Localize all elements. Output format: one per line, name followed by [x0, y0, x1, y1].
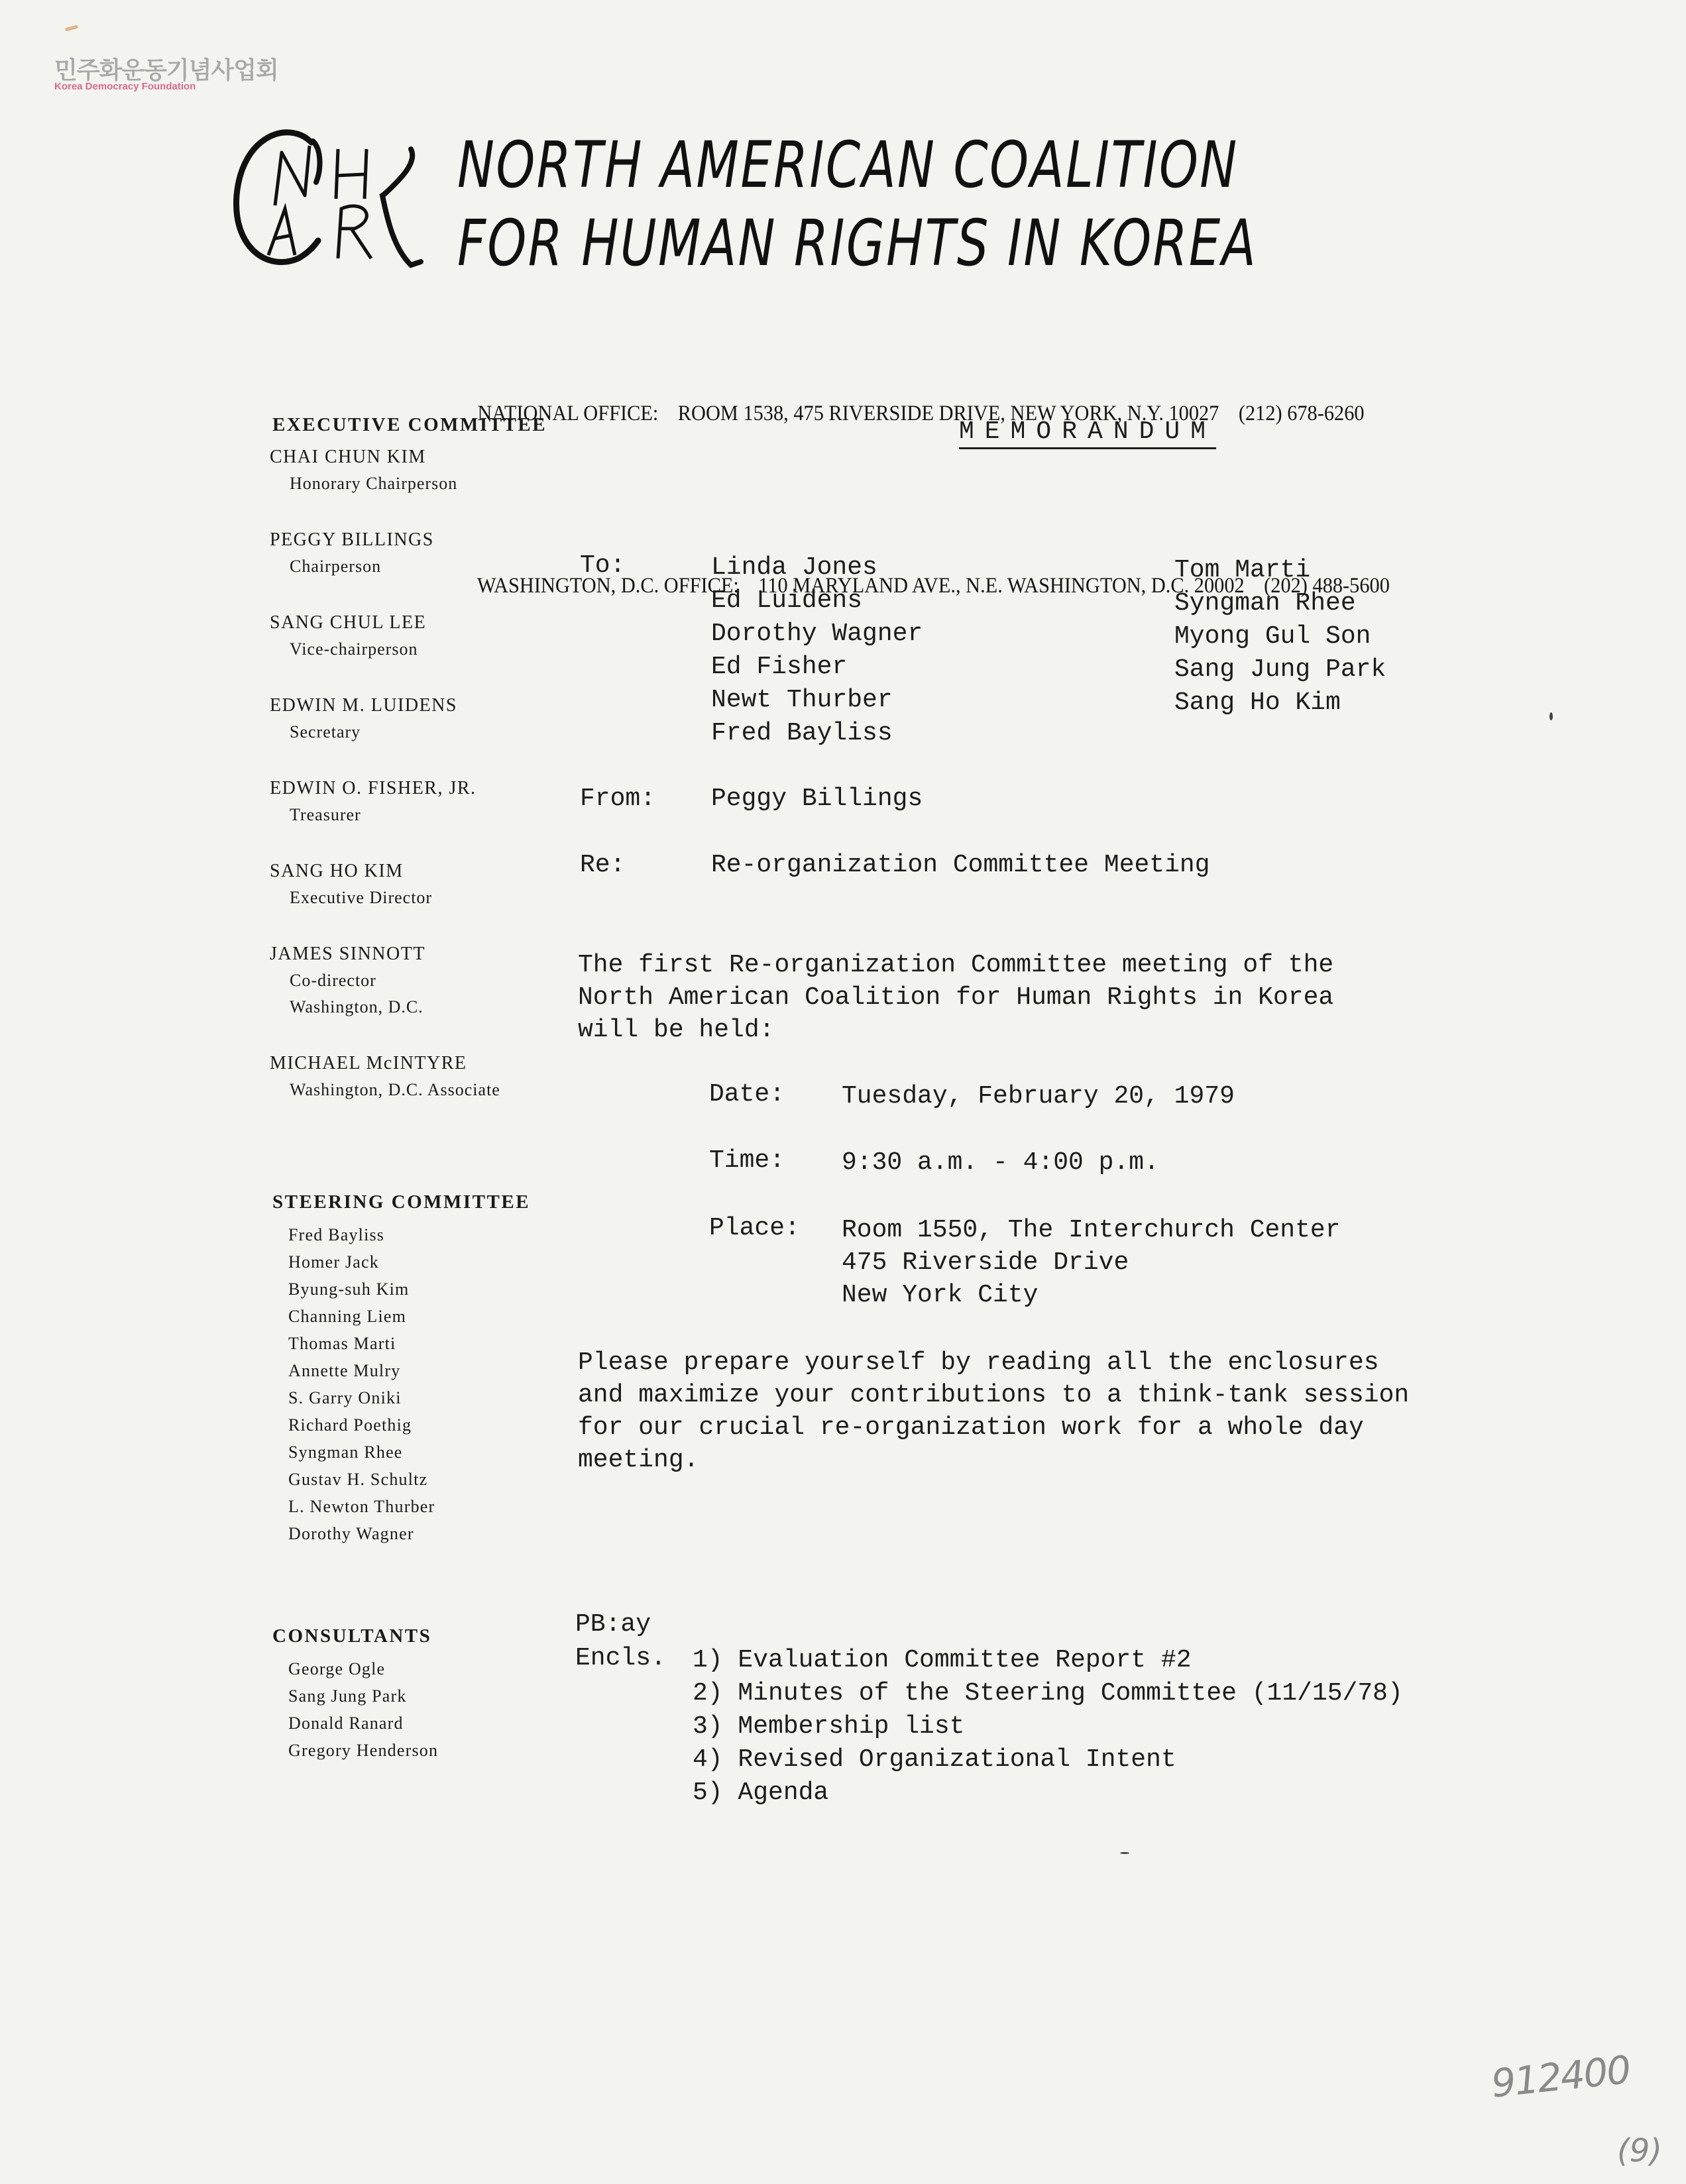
consultant-member: George Ogle [288, 1659, 386, 1678]
paper-speck [1549, 712, 1553, 720]
steering-member: Syngman Rhee [288, 1443, 403, 1462]
typist-initials: PB:ay [575, 1610, 651, 1639]
place-line: 475 Riverside Drive [842, 1248, 1129, 1277]
from-value: Peggy Billings [711, 785, 923, 813]
recipient: Syngman Rhee [1174, 589, 1356, 618]
recipient: Myong Gul Son [1174, 622, 1371, 651]
recipient: Newt Thurber [711, 686, 893, 714]
steering-member: Fred Bayliss [288, 1225, 385, 1244]
member-name: EDWIN O. FISHER, JR. [270, 778, 477, 798]
intro-paragraph [578, 949, 1333, 1046]
member-name: JAMES SINNOTT [270, 944, 425, 964]
title-line-1: NORTH AMERICAN COALITION [457, 128, 1239, 202]
enclosure-item: 5) Agenda [693, 1778, 829, 1807]
time-label: Time: [709, 1146, 785, 1175]
executive-member [268, 610, 560, 663]
from-label: From: [580, 785, 656, 813]
office-phone: (212) 678-6260 [1238, 402, 1365, 425]
nachrk-monogram-icon [229, 123, 427, 275]
place-value [842, 1214, 1341, 1311]
intro-line: The first Re-organization Committee meeting of the [578, 951, 1334, 979]
watermark-english: Korea Democracy Foundation [54, 81, 196, 92]
enclosure-item: 1) Evaluation Committee Report #2 [693, 1646, 1192, 1674]
steering-member: Byung-suh Kim [288, 1280, 410, 1299]
body-line: for our crucial re-organization work for a whole day [578, 1413, 1364, 1442]
executive-committee-list [268, 444, 560, 1103]
executive-member [268, 527, 560, 580]
office-address: 110 MARYLAND AVE., N.E. WASHINGTON, D.C. 20002 [758, 574, 1245, 598]
body-line: and maximize your contributions to a think-tank session [578, 1381, 1410, 1409]
time-value: 9:30 a.m. - 4:00 p.m. [842, 1148, 1159, 1177]
member-role: Washington, D.C. Associate [290, 1080, 500, 1099]
member-role: Secretary [290, 722, 361, 741]
recipients-column-1 [711, 551, 923, 750]
date-value: Tuesday, February 20, 1979 [842, 1082, 1235, 1111]
office-address: ROOM 1538, 475 RIVERSIDE DRIVE, NEW YORK, N.Y. 10027 [677, 402, 1219, 425]
member-role: Treasurer [290, 805, 361, 824]
sidebar-roster [268, 414, 560, 1764]
national-office-line [457, 362, 1409, 465]
steering-member: Gustav H. Schultz [288, 1470, 428, 1489]
paper-stain [65, 25, 79, 31]
title-line-2: FOR HUMAN RIGHTS IN KOREA [457, 206, 1258, 280]
steering-member: Thomas Marti [288, 1334, 396, 1353]
executive-member [268, 444, 560, 497]
body-paragraph [578, 1346, 1409, 1476]
recipient: Linda Jones [711, 553, 877, 582]
recipient: Sang Jung Park [1174, 655, 1386, 684]
executive-member [268, 692, 560, 745]
re-label: Re: [580, 851, 626, 879]
steering-member: Dorothy Wagner [288, 1524, 414, 1543]
organization-title [457, 126, 1257, 282]
handwritten-page-mark: (9) [1617, 2132, 1662, 2169]
member-role: Honorary Chairperson [290, 474, 458, 493]
enclosure-item: 2) Minutes of the Steering Committee (11/15/78) [693, 1679, 1403, 1708]
memo-title: MEMORANDUM [959, 417, 1217, 446]
member-role: Washington, D.C. [290, 997, 423, 1016]
member-name: EDWIN M. LUIDENS [270, 695, 457, 716]
enclosure-item: 4) Revised Organizational Intent [693, 1745, 1176, 1774]
member-role: Executive Director [290, 888, 433, 907]
steering-member: Richard Poethig [288, 1415, 412, 1435]
executive-committee-heading: EXECUTIVE COMMITTEE [272, 414, 547, 435]
body-line: Please prepare yourself by reading all the enclosures [578, 1348, 1379, 1377]
recipient: Sang Ho Kim [1174, 688, 1341, 717]
steering-committee-heading: STEERING COMMITTEE [272, 1191, 531, 1213]
member-role: Vice-chairperson [290, 639, 418, 659]
member-name: SANG CHUL LEE [270, 612, 427, 633]
steering-member: L. Newton Thurber [288, 1497, 435, 1516]
consultant-member: Gregory Henderson [288, 1741, 439, 1760]
member-name: PEGGY BILLINGS [270, 529, 434, 550]
consultants-list [288, 1655, 560, 1764]
enclosures-label: Encls. [575, 1644, 666, 1672]
member-name: SANG HO KIM [270, 861, 404, 881]
paper-speck [1120, 1852, 1129, 1854]
date-label: Date: [709, 1080, 785, 1109]
executive-member [268, 1050, 560, 1103]
office-phone: (202) 488-5600 [1264, 574, 1390, 598]
place-line: New York City [842, 1281, 1039, 1309]
office-label: NATIONAL OFFICE: [477, 402, 659, 425]
recipient: Ed Luidens [711, 586, 863, 615]
to-label: To: [580, 551, 626, 580]
enclosure-item: 3) Membership list [693, 1712, 965, 1741]
place-label: Place: [709, 1214, 800, 1242]
recipient: Ed Fisher [711, 653, 848, 681]
office-label: WASHINGTON, D.C. OFFICE: [477, 574, 739, 598]
steering-committee-list [288, 1221, 560, 1547]
consultant-member: Sang Jung Park [288, 1686, 407, 1706]
steering-member: S. Garry Oniki [288, 1388, 402, 1407]
subject-value: Re-organization Committee Meeting [711, 851, 1210, 879]
recipient: Tom Marti [1174, 556, 1311, 584]
recipient: Dorothy Wagner [711, 620, 923, 648]
steering-member: Channing Liem [288, 1307, 407, 1326]
enclosures-list [693, 1644, 1403, 1810]
member-name: CHAI CHUN KIM [270, 447, 426, 467]
place-line: Room 1550, The Interchurch Center [842, 1216, 1341, 1244]
consultant-member: Donald Ranard [288, 1714, 404, 1733]
watermark-korean: 민주화운동기념사업회 [54, 57, 278, 84]
consultants-heading: CONSULTANTS [272, 1625, 432, 1647]
member-name: MICHAEL McINTYRE [270, 1053, 467, 1073]
executive-member [268, 941, 560, 1020]
intro-line: will be held: [578, 1016, 775, 1044]
body-line: meeting. [578, 1446, 699, 1474]
handwritten-archive-number: 912400 [1489, 2047, 1632, 2106]
recipients-column-2 [1174, 554, 1386, 720]
member-role: Co-director [290, 971, 376, 990]
recipient: Fred Bayliss [711, 719, 893, 747]
intro-line: North American Coalition for Human Rights in Korea [578, 983, 1334, 1012]
executive-member [268, 775, 560, 828]
member-role: Chairperson [290, 557, 382, 576]
steering-member: Homer Jack [288, 1252, 379, 1272]
steering-member: Annette Mulry [288, 1361, 401, 1380]
executive-member [268, 858, 560, 911]
